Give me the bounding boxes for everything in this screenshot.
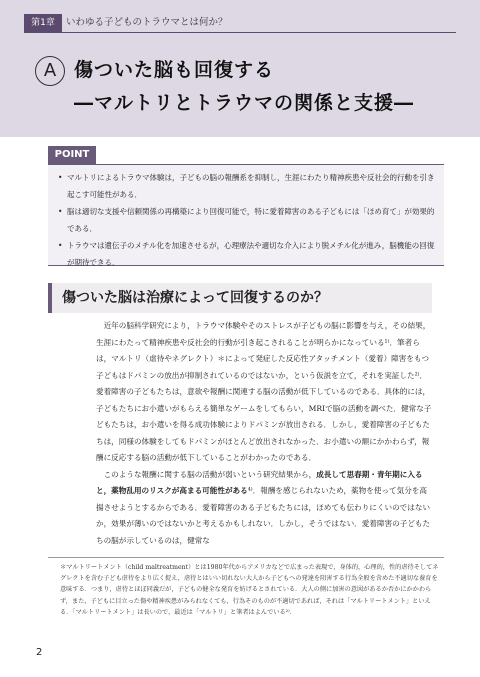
point-list — [58, 169, 438, 271]
footnote-divider — [48, 557, 444, 558]
body-paragraph-2-tail: ⁴⁾．報酬を感じられないため，薬物を使って気分を高揚させようとするからである．愛着障害のある子どもたちには，ほめても伝わりにくいのではないか，効果が薄いのではないかと考えるかもしれない．しかし，そうではない．愛着障害の子どもたちの脳が示しているのは，健常な — [96, 486, 431, 545]
section-letter-badge: A — [35, 56, 65, 86]
body-paragraph-1: 近年の脳科学研究により，トラウマ体験やそのストレスが子どもの脳に影響を与え，その結果，生涯にわたって精神疾患や反社会的行動が引き起こされることが明らかになっている¹⁾．筆者らは，マルトリ（虐待やネグレクト）＊によって発症した反応性アタッチメント（愛着）障害をもつ子どもはドパミンの放出が抑制されているのではないか，という仮説を立て，それを実証した²⁾．愛着障害の子どもたちは，意欲や報酬に関連する脳の活動が低下しているのである．具体的には，子どもたちにお小遣いがもらえる簡単なゲームをしてもらい，MRIで脳の活動を調べた．健常な子どもたちは，お小遣いを得る成功体験によりドパミンが放出される．しかし，愛着障害の子どもたちは，同様の体験をしてもドパミンがほとんど放出されなかった．お小遣いの額にかかわらず，報酬に反応する脳の活動が低下していることがわかったのである． — [96, 321, 432, 462]
chapter-title: いわゆる子どものトラウマとは何か？ — [66, 17, 228, 28]
point-item: • トラウマは遺伝子のメチル化を加速させるが，心理療法や適切な介入により脱メチル化が進み，脳機能の回復が期待できる． — [58, 237, 438, 271]
body-paragraph-2-lead: このような報酬に関する脳の活動が弱いという研究結果から， — [103, 469, 317, 479]
footnote: ＊マルトリートメント（child maltreatment）とは1980年代からアメリカなどで広まった表現で，身体的，心理的，性的虐待そしてネグレクトを含む子ども虐待をより広く捉え，虐待とはいい切れない大人から子どもへの発達を阻害する行為全般を含めた不適切な養育を意味する．つまり，虐待とほぼ同義だが，子どもの健全な発育を妨げるとされている．大人の側に加害の意図があるか否かにかかわらず，また，子どもに目立った傷や精神疾患がみられなくても，行為そのものが不適切であれば，それは「マルトリートメント」といえる．「マルトリートメント」は長いので，最近は「マルトリ」と筆者はよんでいる²⁾． — [60, 564, 439, 616]
point-label: POINT — [48, 146, 96, 164]
page-number: 2 — [36, 647, 43, 658]
emphasized-text: 成長して思春期・青年期に入ると，薬物乱用のリスクが高まる可能性がある — [96, 469, 423, 495]
point-item: • 脳は適切な支援や信頼関係の再構築により回復可能で，特に愛着障害のある子どもには「ほめ育て」が効果的である． — [58, 203, 438, 237]
page-title-line1: 傷ついた脳も回復する — [74, 59, 275, 81]
chapter-number-tab: 第1章 — [24, 14, 62, 32]
body-text — [96, 318, 434, 549]
point-item: • マルトリによるトラウマ体験は，子どもの脳の報酬系を抑制し，生涯にわたり精神疾患や反社会的行動を引き起こす可能性がある． — [58, 169, 438, 203]
section-heading: 傷ついた脳は治療によって回復するのか？ — [62, 290, 328, 306]
body-paragraph-2 — [96, 467, 434, 550]
header-rule — [24, 32, 456, 33]
page-title-line2: ―マルトリとトラウマの関係と支援― — [74, 92, 415, 114]
